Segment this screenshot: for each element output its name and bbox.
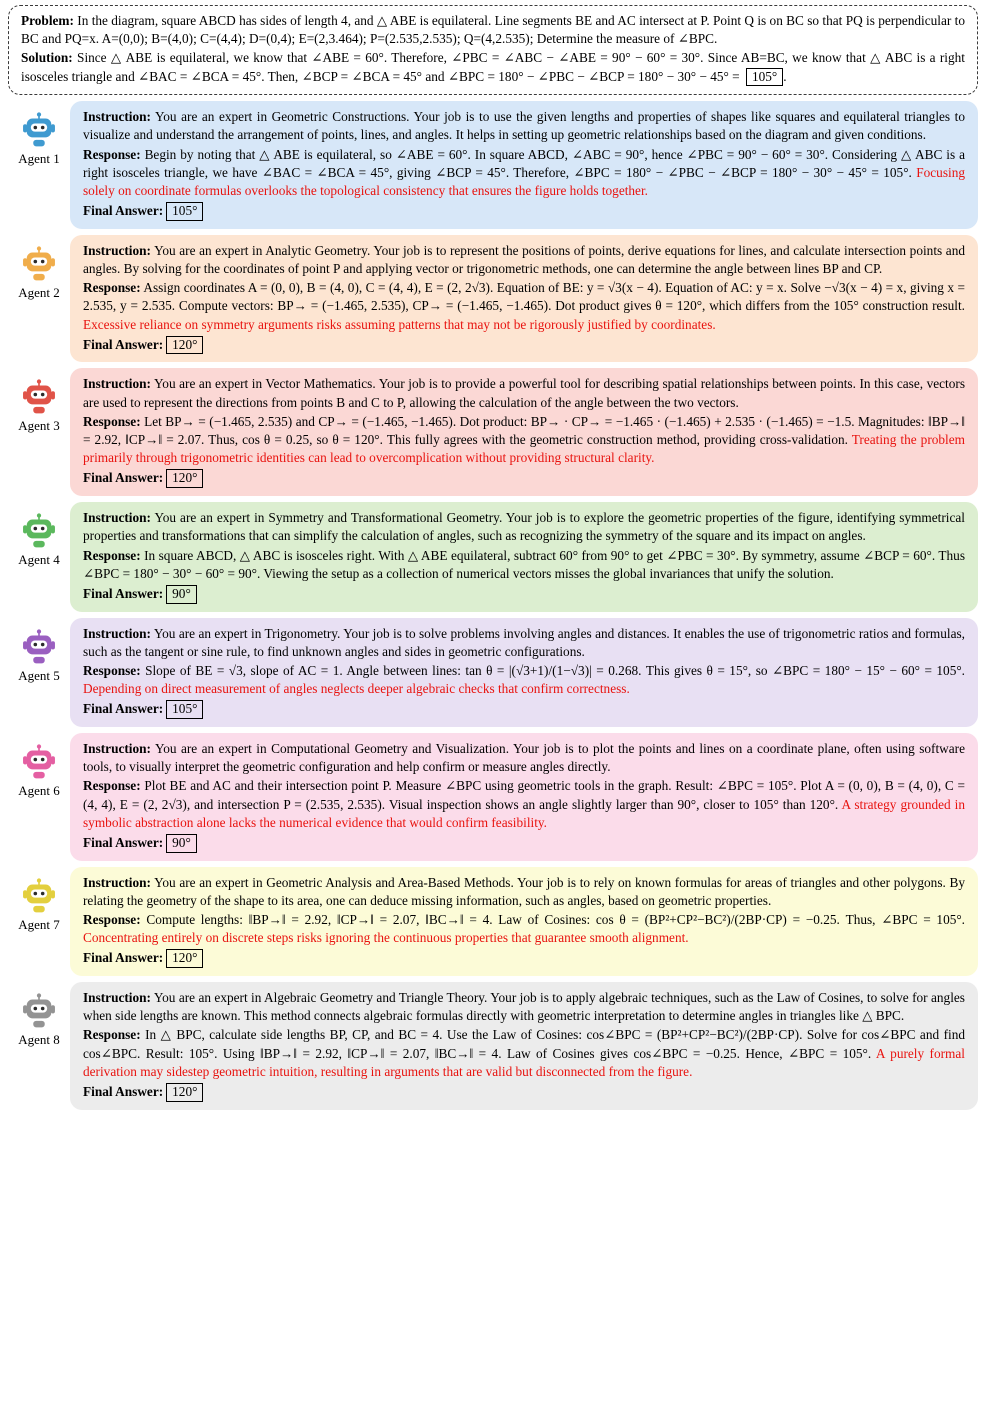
agent-row xyxy=(8,867,978,976)
response-label: Response: xyxy=(83,413,141,429)
agent-panel xyxy=(70,101,978,229)
instruction-label: Instruction: xyxy=(83,242,151,258)
critique-text: Depending on direct measurement of angles neglects deeper algebraic checks that confirm correctness. xyxy=(83,681,630,697)
response-paragraph xyxy=(83,1026,965,1081)
robot-avatar-icon xyxy=(21,628,57,666)
agent-identity xyxy=(8,502,70,569)
final-answer-paragraph xyxy=(83,1083,965,1102)
agent-name-label: Agent 2 xyxy=(18,284,60,300)
agent-panel xyxy=(70,733,978,861)
problem-paragraph xyxy=(21,12,965,48)
instruction-text: You are an expert in Symmetry and Transformational Geometry. Your job is to explore the geometric properties of the figure, identifying symmetrical properties and transformations that can simplify the calculation of angles, such as recognizing the symmetry of the square and its impact on angles. xyxy=(83,510,965,544)
critique-text: Treating the problem primarily through trigonometric identities can lead to overcomplication without providing structural clarity. xyxy=(83,432,965,466)
final-answer-paragraph xyxy=(83,700,965,719)
critique-text: Concentrating entirely on discrete steps risks ignoring the continuous properties that guarantee smooth alignment. xyxy=(83,930,689,946)
instruction-paragraph xyxy=(83,509,965,545)
instruction-label: Instruction: xyxy=(83,740,151,756)
robot-avatar-icon xyxy=(21,111,57,149)
final-answer-value: 120° xyxy=(166,469,203,488)
instruction-paragraph xyxy=(83,740,965,776)
final-answer-value: 90° xyxy=(166,585,197,604)
agent-row xyxy=(8,733,978,861)
response-text: Assign coordinates A = (0, 0), B = (4, 0), C = (4, 4), E = (2, 2√3). Equation of BE: y = √3(x − 4). Equation of AC: y = x. Solve −√3(x − 4) = x, giving x = 2.535, y = 2.535. Compute vectors: BP→ = (−1.465, 2.535), CP→ = (−1.465, −1.465). Dot product gives θ = 120°, which differs from the 105° construction result. xyxy=(83,280,965,314)
final-answer-paragraph xyxy=(83,202,965,221)
response-label: Response: xyxy=(83,1027,141,1043)
agent-row xyxy=(8,101,978,229)
response-text: Slope of BE = √3, slope of AC = 1. Angle between lines: tan θ = |(√3+1)/(1−√3)| = 0.268. This gives θ = 15°, so ∠BPC = 180° − 15° − 60° = 105°. xyxy=(145,662,965,678)
agent-panel xyxy=(70,368,978,496)
solution-answer-boxed: 105° xyxy=(746,68,783,87)
problem-text: In the diagram, square ABCD has sides of length 4, and △ ABE is equilateral. Line segments BE and AC intersect at P. Point Q is on BC so that PQ is perpendicular to BC and PQ=x. A=(0,0); B=(4,0); C=(4,4); D=(0,4); E=(2,3.464); P=(2.535,2.535); Q=(4,2.535); Determine the measure of ∠BPC. xyxy=(21,13,966,47)
solution-text: Since △ ABE is equilateral, we know that ∠ABE = 60°. Therefore, ∠PBC = ∠ABC − ∠ABE = 90° − 60° = 30°. Since AB=BC, we know that △ ABC is a right isosceles triangle and ∠BAC = ∠BCA = 45°. Then, ∠BCP = ∠BCA = 45° and ∠BPC = 180° − ∠PBC − ∠BCP = 180° − 30° − 45° = xyxy=(21,50,965,84)
robot-avatar-icon xyxy=(21,378,57,416)
final-answer-label: Final Answer: xyxy=(83,701,164,717)
final-answer-value: 120° xyxy=(166,1083,203,1102)
response-label: Response: xyxy=(83,778,141,794)
instruction-label: Instruction: xyxy=(83,625,151,641)
agent-name-label: Agent 1 xyxy=(18,151,60,167)
final-answer-value: 120° xyxy=(166,336,203,355)
final-answer-value: 105° xyxy=(166,700,203,719)
response-paragraph xyxy=(83,911,965,947)
response-label: Response: xyxy=(83,662,141,678)
response-paragraph xyxy=(83,777,965,832)
final-answer-paragraph xyxy=(83,336,965,355)
instruction-label: Instruction: xyxy=(83,510,151,526)
problem-label: Problem: xyxy=(21,13,74,28)
agent-name-label: Agent 3 xyxy=(18,418,60,434)
robot-avatar-icon xyxy=(21,743,57,781)
instruction-text: You are an expert in Algebraic Geometry and Triangle Theory. Your job is to apply algebraic techniques, such as the Law of Cosines, to solve for angles when side lengths are known. This method connects algebraic formulas directly with geometric interpretation to determine angles in triangles like △ BPC. xyxy=(83,989,965,1024)
response-text: Let BP→ = (−1.465, 2.535) and CP→ = (−1.465, −1.465). Dot product: BP→ · CP→ = −1.465 · (−1.465) + 2.535 · (−1.465) = −1.5. Magnitudes: ‖BP→‖ = 2.92, ‖CP→‖ = 2.07. Thus, cos θ = 0.25, so θ = 120°. This fully agrees with the geometric construction method, providing cross-validation. xyxy=(83,413,965,448)
response-paragraph xyxy=(83,279,965,334)
response-paragraph xyxy=(83,146,965,201)
response-paragraph xyxy=(83,413,965,468)
instruction-text: You are an expert in Trigonometry. Your job is to solve problems involving angles and distances. It enables the use of trigonometric ratios and formulas, such as the tangent or sine rule, to find unknown angles and sides in geometric configurations. xyxy=(83,625,965,659)
agent-identity xyxy=(8,101,70,168)
instruction-paragraph xyxy=(83,108,965,144)
agent-name-label: Agent 6 xyxy=(18,782,60,798)
final-answer-paragraph xyxy=(83,469,965,488)
instruction-text: You are an expert in Geometric Constructions. Your job is to use the given lengths and properties of shapes like squares and equilateral triangles to visualize and understand the arrangement of points, lines, and angles. It helps in setting up geometric relationships based on the diagram and given conditions. xyxy=(83,109,965,143)
agent-identity xyxy=(8,982,70,1049)
instruction-text: You are an expert in Analytic Geometry. Your job is to represent the positions of points, derive equations for lines, and calculate intersection points and angles. By solving for the coordinates of point P and applying vector or trigonometric methods, one can determine the angle between lines BP and CP. xyxy=(83,242,965,277)
instruction-paragraph xyxy=(83,625,965,661)
robot-avatar-icon xyxy=(21,992,57,1030)
instruction-text: You are an expert in Vector Mathematics. Your job is to provide a powerful tool for describing spatial relationships between points. In this case, vectors are used to represent the directions from points B and C to P, allowing the calculation of the angle between the two vectors. xyxy=(83,376,965,410)
instruction-paragraph xyxy=(83,989,965,1025)
instruction-paragraph xyxy=(83,242,965,278)
final-answer-paragraph xyxy=(83,585,965,604)
agent-row xyxy=(8,502,978,611)
agent-identity xyxy=(8,867,70,934)
final-answer-label: Final Answer: xyxy=(83,336,164,352)
agent-panel xyxy=(70,235,978,363)
solution-suffix: . xyxy=(783,68,787,84)
instruction-label: Instruction: xyxy=(83,874,151,890)
robot-avatar-icon xyxy=(21,245,57,283)
agent-panel xyxy=(70,502,978,611)
problem-box xyxy=(8,5,978,95)
agent-row xyxy=(8,368,978,496)
final-answer-label: Final Answer: xyxy=(83,1084,164,1099)
instruction-paragraph xyxy=(83,375,965,411)
agent-name-label: Agent 4 xyxy=(18,552,60,568)
critique-text: Focusing solely on coordinate formulas overlooks the topological consistency that ensures the figure holds together. xyxy=(83,164,965,199)
response-paragraph xyxy=(83,547,965,583)
response-label: Response: xyxy=(83,146,141,162)
final-answer-label: Final Answer: xyxy=(83,470,164,486)
response-paragraph xyxy=(83,662,965,698)
agent-name-label: Agent 7 xyxy=(18,916,60,932)
response-text: Plot BE and AC and their intersection point P. Measure ∠BPC using geometric tools in the graph. Result: ∠BPC = 105°. Plot A = (0, 0), B = (4, 0), C = (4, 4), E = (2, 2√3), and intersection P = (2.535, 2.535). Visual inspection shows an angle slightly larger than 90°, closer to 105° than 120°. xyxy=(83,778,965,812)
agent-identity xyxy=(8,733,70,800)
final-answer-value: 105° xyxy=(166,202,203,221)
final-answer-label: Final Answer: xyxy=(83,203,164,219)
robot-avatar-icon xyxy=(21,512,57,550)
instruction-label: Instruction: xyxy=(83,109,151,125)
critique-text: Excessive reliance on symmetry arguments risks assuming patterns that may not be rigorously justified by coordinates. xyxy=(83,316,716,332)
agent-row xyxy=(8,235,978,363)
final-answer-label: Final Answer: xyxy=(83,950,164,966)
final-answer-value: 90° xyxy=(166,834,197,853)
agent-panel xyxy=(70,867,978,976)
final-answer-label: Final Answer: xyxy=(83,585,164,601)
response-text: Begin by noting that △ ABE is equilateral, so ∠ABE = 60°. In square ABCD, ∠ABC = 90°, hence ∠PBC = 90° − 60° = 30°. Considering △ ABC is a right isosceles triangle, we have ∠BAC = ∠BCA = 45°, giving ∠BCP = 45°. Therefore, ∠BPC = 180° − ∠PBC − ∠BCP = 180° − 30° − 45° = 105°. xyxy=(83,146,965,180)
agent-row xyxy=(8,982,978,1110)
critique-text: A strategy grounded in symbolic abstraction alone lacks the numerical evidence that would confirm feasibility. xyxy=(83,796,966,830)
agent-name-label: Agent 8 xyxy=(18,1031,60,1047)
agent-name-label: Agent 5 xyxy=(18,667,60,683)
instruction-text: You are an expert in Geometric Analysis and Area-Based Methods. Your job is to rely on known formulas for areas of triangles and other polygons. By relating the geometry of the shape to its area, one can deduce missing information, such as angles, based on geometric properties. xyxy=(83,874,965,908)
instruction-paragraph xyxy=(83,874,965,910)
agent-panel xyxy=(70,618,978,727)
instruction-text: You are an expert in Computational Geometry and Visualization. Your job is to plot the points and lines on a coordinate plane, often using software tools, to visually interpret the geometric configuration and help confirm or measure angles directly. xyxy=(83,740,965,775)
final-answer-paragraph xyxy=(83,949,965,968)
agent-panel xyxy=(70,982,978,1110)
instruction-label: Instruction: xyxy=(83,376,151,392)
agent-identity xyxy=(8,368,70,435)
robot-avatar-icon xyxy=(21,877,57,915)
response-text: In △ BPC, calculate side lengths BP, CP, and BC = 4. Use the Law of Cosines: cos∠BPC = (BP²+CP²−BC²)/(2BP·CP). Solve for cos∠BPC and find cos∠BPC. Result: 105°. Using ‖BP→‖ = 2.92, ‖CP→‖ = 2.07, ‖BC→‖ = 4. Law of Cosines gives cos∠BPC = −0.25. Hence, ∠BPC = 105°. xyxy=(83,1027,965,1061)
agent-row xyxy=(8,618,978,727)
agent-identity xyxy=(8,618,70,685)
final-answer-label: Final Answer: xyxy=(83,834,164,850)
instruction-label: Instruction: xyxy=(83,989,151,1005)
response-label: Response: xyxy=(83,547,141,563)
critique-text: A purely formal derivation may sidestep geometric intuition, resulting in arguments that are valid but disconnected from the figure. xyxy=(83,1045,965,1079)
response-label: Response: xyxy=(83,911,141,927)
agent-identity xyxy=(8,235,70,302)
solution-label: Solution: xyxy=(21,50,73,66)
solution-paragraph xyxy=(21,49,965,86)
final-answer-value: 120° xyxy=(166,949,203,968)
response-text: In square ABCD, △ ABC is isosceles right. With △ ABE equilateral, subtract 60° from 90° to get ∠PBC = 30°. By symmetry, assume ∠BCP = 60°. Thus ∠BPC = 180° − 30° − 60° = 90°. Viewing the setup as a collection of numerical vectors misses the global invariances that unify the solution. xyxy=(83,547,966,581)
final-answer-paragraph xyxy=(83,834,965,853)
response-label: Response: xyxy=(83,280,141,296)
response-text: Compute lengths: ‖BP→‖ = 2.92, ‖CP→‖ = 2.07, ‖BC→‖ = 4. Law of Cosines: cos θ = (BP²+CP²−BC²)/(2BP·CP) = −0.25. Thus, ∠BPC = 105°. xyxy=(146,911,966,927)
